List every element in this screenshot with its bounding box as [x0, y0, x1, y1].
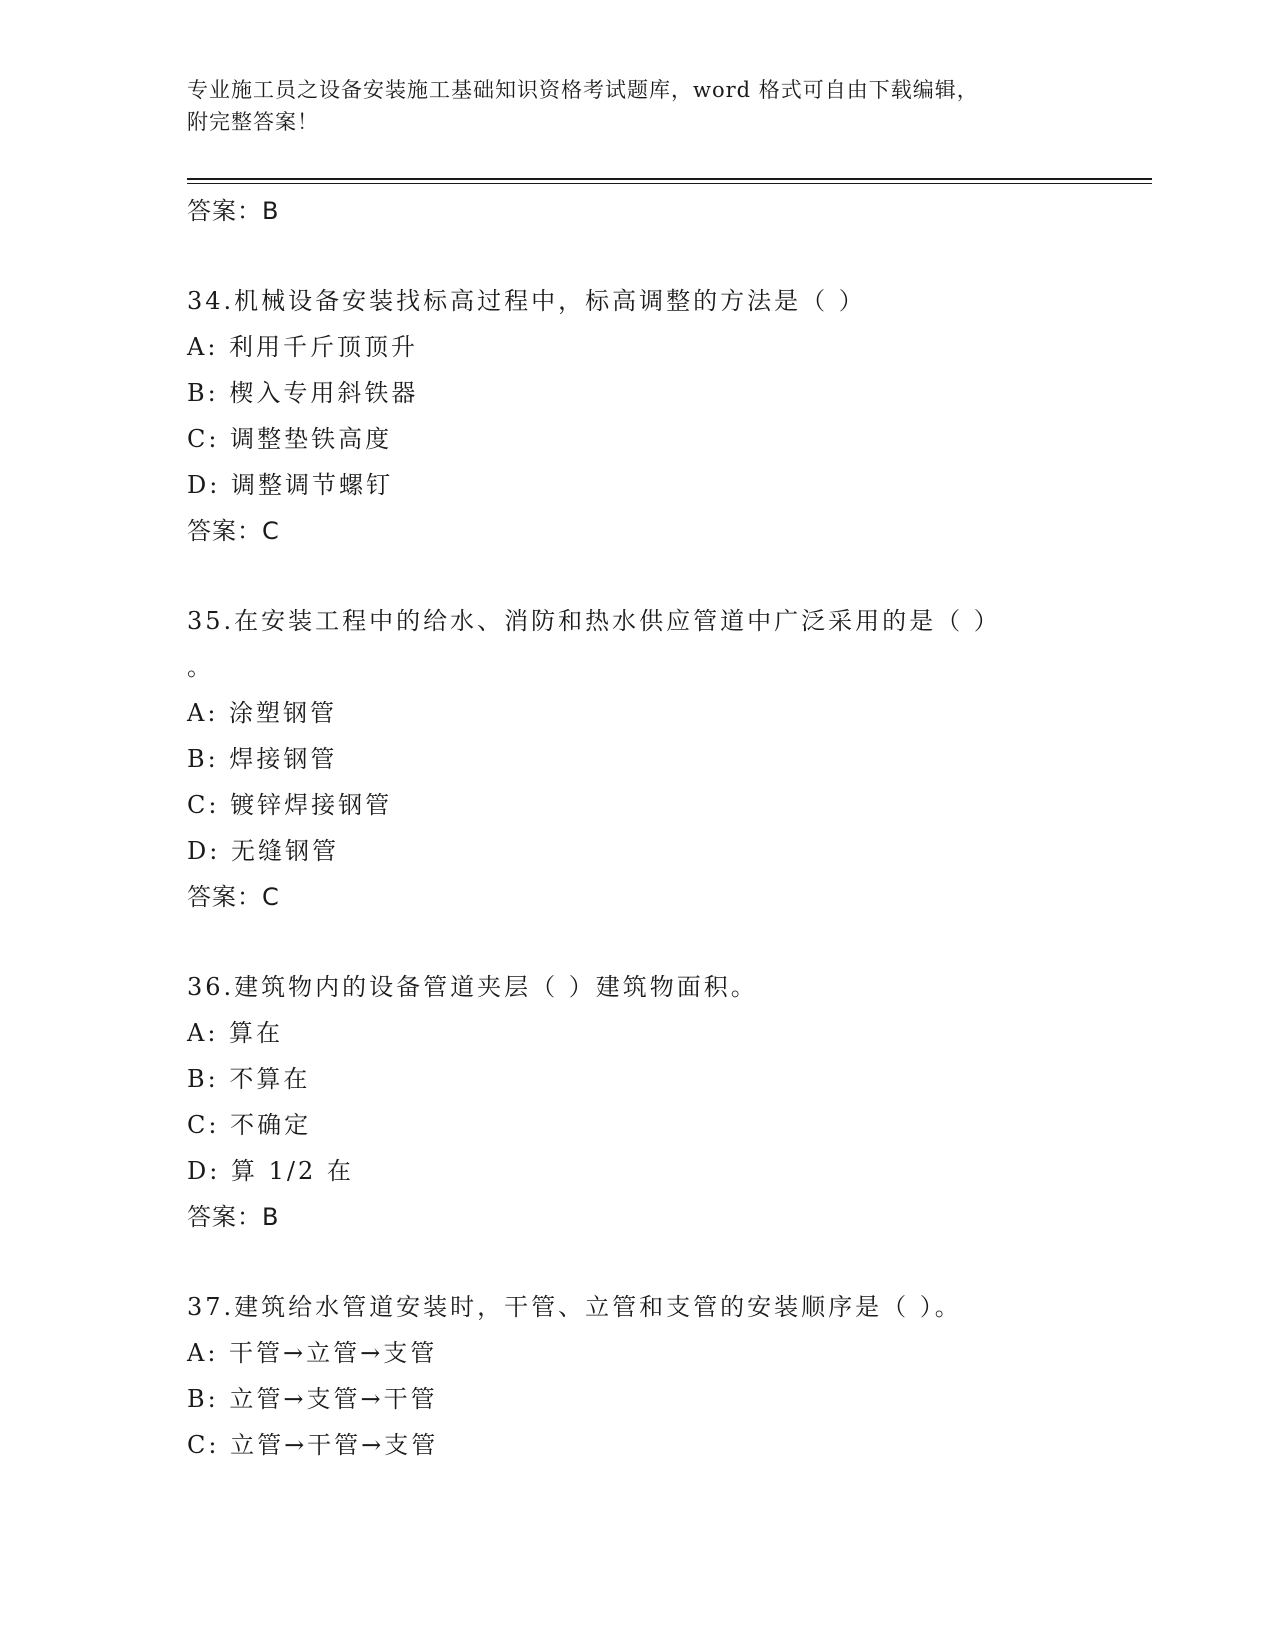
option-d: D: 无缝钢管	[187, 837, 339, 865]
option-a: A: 干管→立管→支管	[187, 1339, 438, 1367]
question-stem: 35.在安装工程中的给水、消防和热水供应管道中广泛采用的是（ ）	[187, 607, 1001, 635]
option-a: A: 利用千斤顶顶升	[187, 333, 419, 361]
answer: 答案：C	[187, 517, 280, 545]
question-stem: 37.建筑给水管道安装时，干管、立管和支管的安装顺序是（ ）。	[187, 1293, 962, 1321]
question-stem: 34.机械设备安装找标高过程中，标高调整的方法是（ ）	[187, 287, 866, 315]
option-c: C: 不确定	[187, 1111, 312, 1139]
question-34	[187, 278, 1087, 554]
answer-33: 答案：B	[187, 197, 280, 225]
answer: 答案：C	[187, 883, 280, 911]
spacer	[187, 234, 1087, 278]
header-divider-thin	[187, 183, 1152, 184]
option-b: B: 楔入专用斜铁器	[187, 379, 419, 407]
option-d: D: 算 1/2 在	[187, 1157, 354, 1185]
option-b: B: 不算在	[187, 1065, 311, 1093]
question-37	[187, 1284, 1087, 1468]
document-header	[187, 74, 1067, 138]
option-c: C: 立管→干管→支管	[187, 1431, 439, 1459]
answer: 答案：B	[187, 1203, 280, 1231]
spacer	[187, 554, 1087, 598]
question-35	[187, 598, 1087, 920]
option-c: C: 调整垫铁高度	[187, 425, 393, 453]
spacer	[187, 920, 1087, 964]
option-d: D: 调整调节螺钉	[187, 471, 393, 499]
question-36	[187, 964, 1087, 1240]
question-stem: 36.建筑物内的设备管道夹层（ ）建筑物面积。	[187, 973, 758, 1001]
option-c: C: 镀锌焊接钢管	[187, 791, 393, 819]
header-line-2: 附完整答案！	[187, 110, 319, 134]
option-a: A: 算在	[187, 1019, 284, 1047]
header-divider-thick	[187, 178, 1152, 180]
option-a: A: 涂塑钢管	[187, 699, 338, 727]
question-stem-continuation: 。	[187, 653, 214, 681]
option-b: B: 焊接钢管	[187, 745, 338, 773]
spacer	[187, 1240, 1087, 1284]
header-line-1: 专业施工员之设备安装施工基础知识资格考试题库，word 格式可自由下载编辑，	[187, 78, 979, 102]
option-b: B: 立管→支管→干管	[187, 1385, 438, 1413]
question-list	[187, 188, 1087, 1468]
